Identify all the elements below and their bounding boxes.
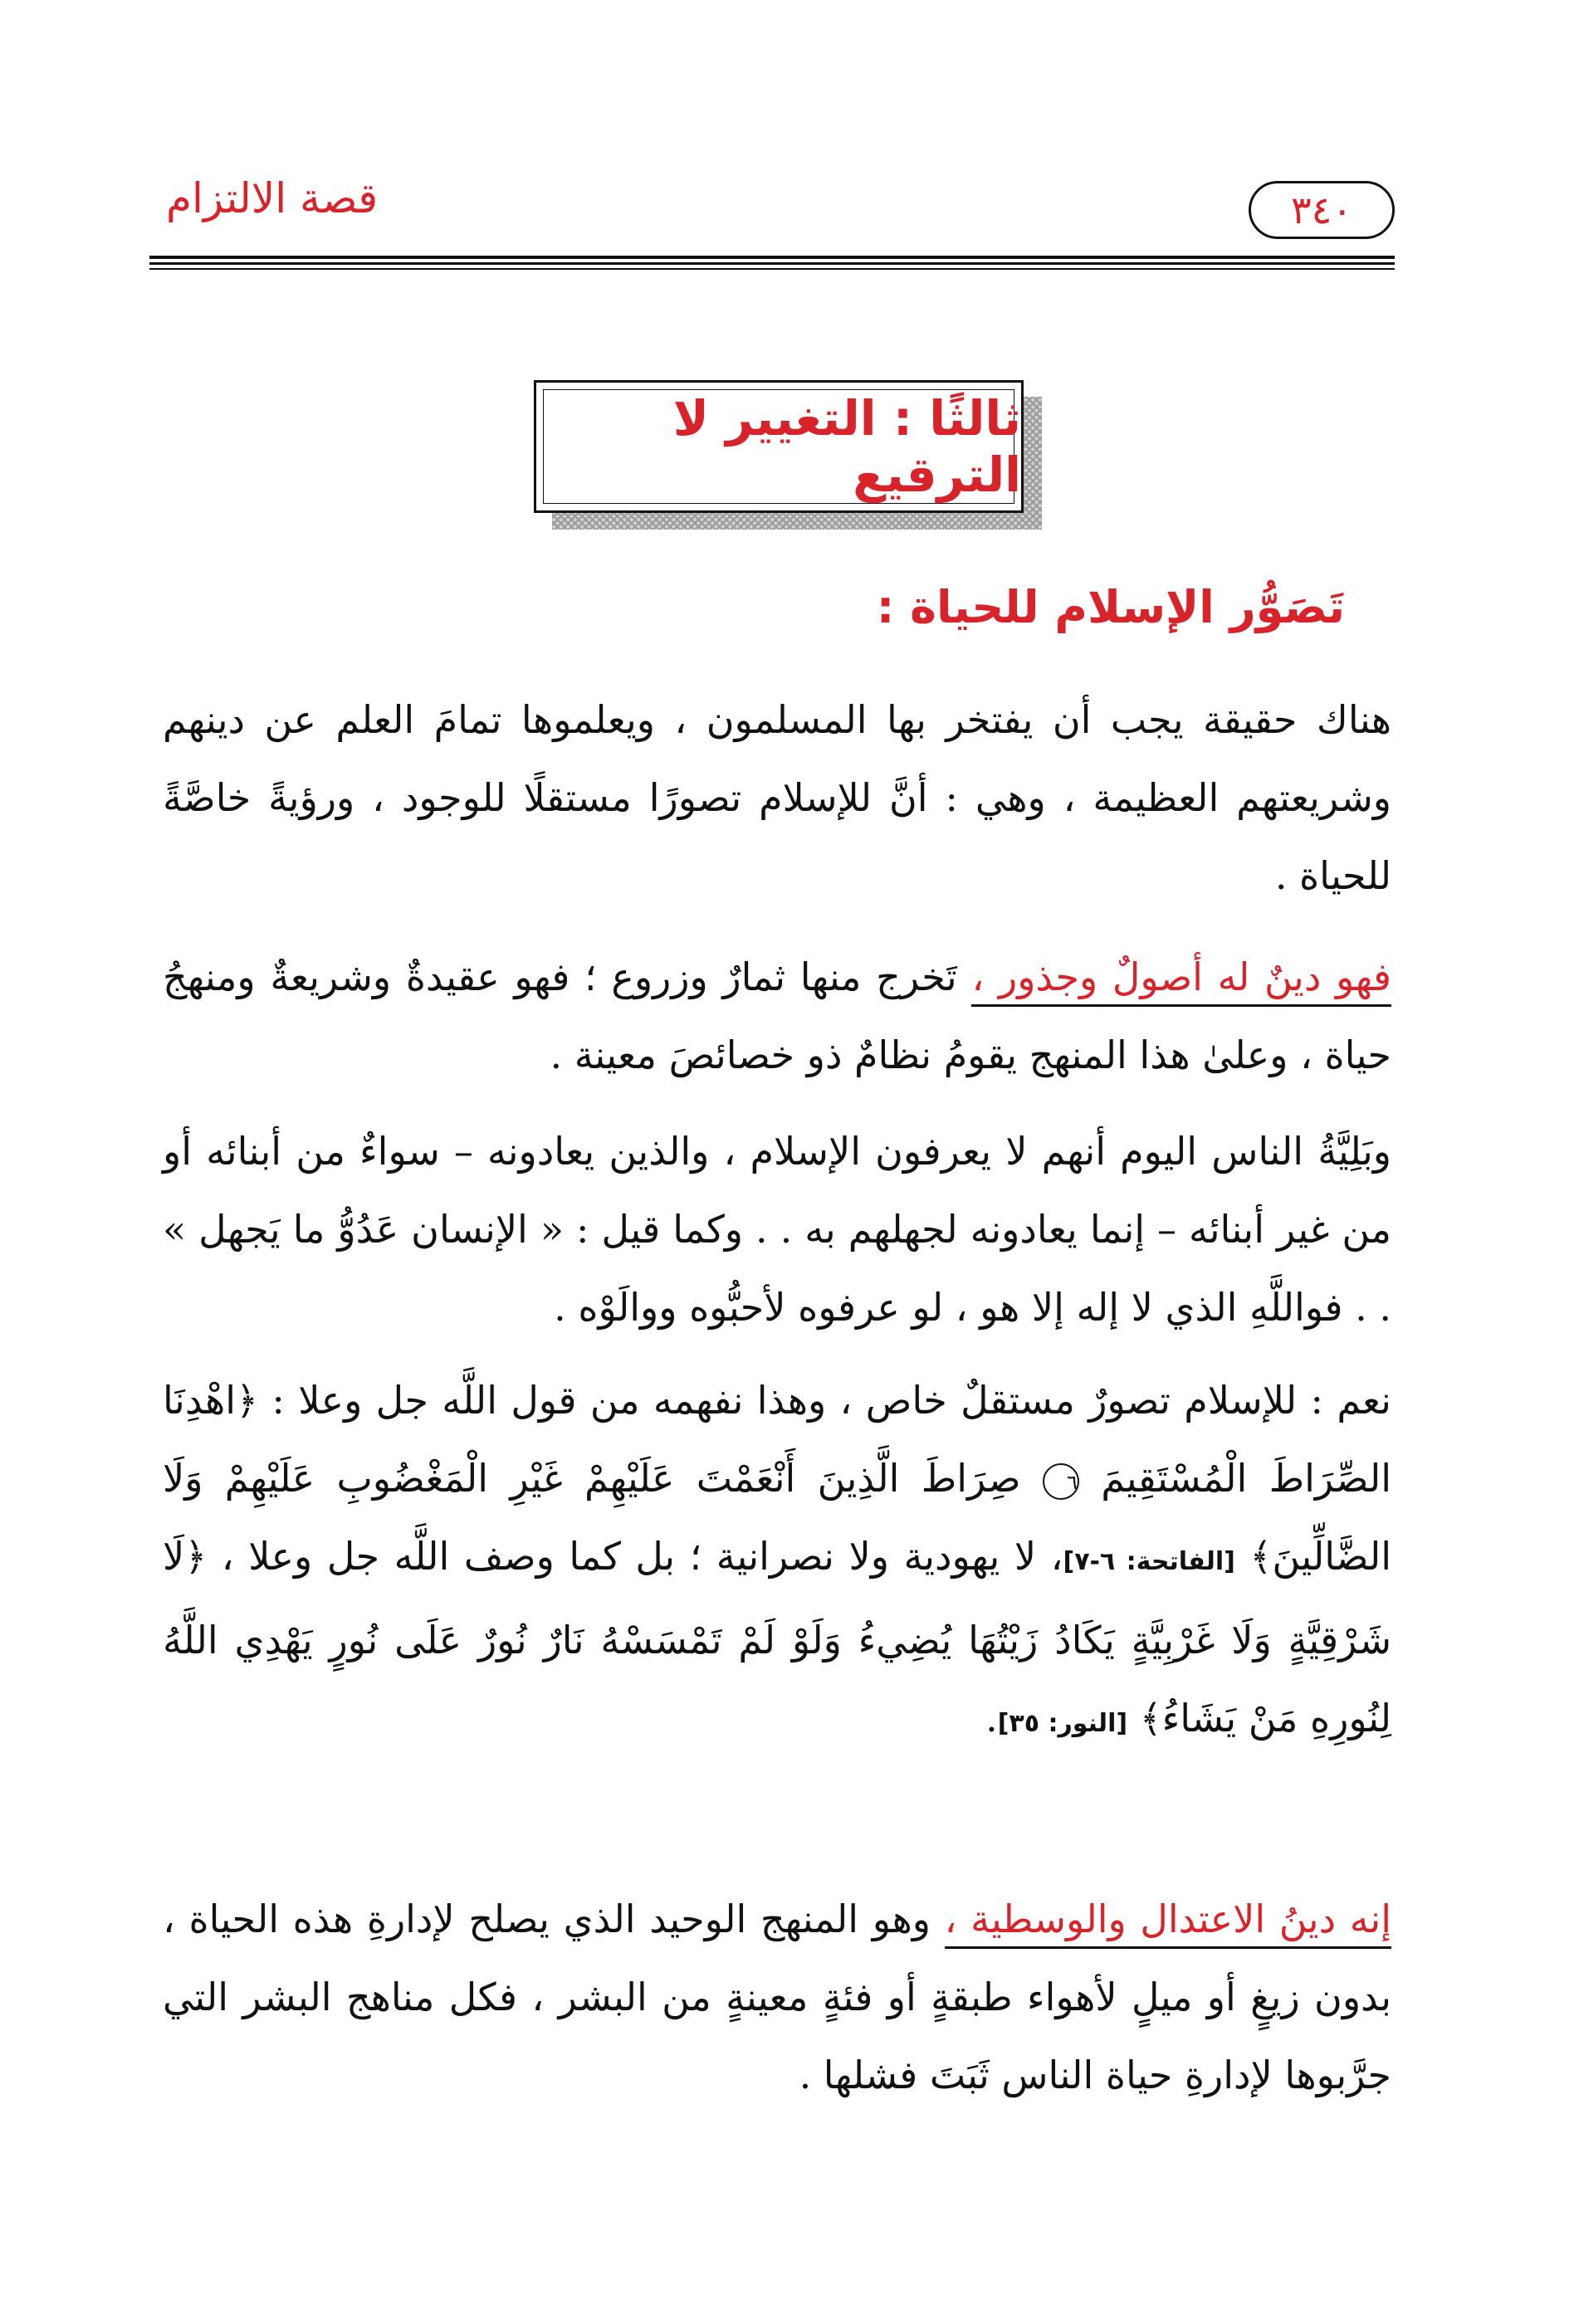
paragraph-text: ، لا يهودية ولا نصرانية ؛ بل كما وصف اللَّه جل وعلا ،	[207, 1534, 1063, 1579]
quran-verse: ﴿اهْدِنَا الصِّرَاطَ الْمُسْتَقِيمَ	[163, 1378, 1391, 1501]
paragraph-text: تَخرج منها ثمارٌ وزروع ؛ فهو عقيدةٌ وشريعةٌ ومنهجُ حياة ، وعلىٰ هذا المنهج يقومُ نظامٌ ذو خصائصَ معينة .	[163, 954, 1391, 1077]
book-title: قصة الالتزام	[166, 174, 379, 222]
highlighted-phrase: فهو دينٌ له أصولٌ وجذور ،	[971, 954, 1391, 1007]
verse-reference: [الفاتحة: ٦-٧]	[1063, 1547, 1235, 1576]
page-number: ٣٤٠	[1249, 181, 1395, 239]
page-header	[149, 158, 1395, 257]
paragraph-5	[163, 1880, 1391, 2114]
section-title: ثالثًا : التغيير لا الترقيع	[672, 390, 1021, 503]
header-rule	[149, 256, 1395, 259]
paragraph-2	[163, 938, 1391, 1094]
ayah-number-marker: ٦	[1043, 1463, 1079, 1500]
highlighted-phrase: إنه دينُ الاعتدال والوسطية ،	[945, 1897, 1391, 1949]
subheading: تَصَوُّر الإسلام للحياة :	[876, 581, 1345, 633]
paragraph-1: هناك حقيقة يجب أن يفتخر بها المسلمون ، ويعلموها تمامَ العلم عن دينهم وشريعتهم العظيمة ، وهي : أنَّ للإسلام تصورًا مستقلًا للوجود ، ورؤيةً خاصَّةً للحياة .	[163, 697, 1391, 898]
header-rule	[149, 262, 1395, 265]
paragraph-text: نعم : للإسلام تصورٌ مستقلٌ خاص ، وهذا نفهمه من قول اللَّه جل وعلا :	[257, 1378, 1391, 1423]
paragraph-text: .	[985, 1696, 998, 1741]
verse-reference: [النور: ٣٥]	[997, 1709, 1128, 1738]
quran-verse: صِرَاطَ الَّذِينَ أَنْعَمْتَ عَلَيْهِمْ غَيْرِ الْمَغْضُوبِ عَلَيْهِمْ وَلَا الضَّالِّينَ﴾	[163, 1456, 1391, 1579]
header-rule	[149, 268, 1395, 270]
paragraph-3: وبَلِيَّةُ الناس اليوم أنهم لا يعرفون الإسلام ، والذين يعادونه – سواءٌ من أبنائه أو من غير أبنائه – إنما يعادونه لجهلهم به . . وكما قيل : « الإنسان عَدُوُّ ما يَجهل » . . فواللَّهِ الذي لا إله إلا هو ، لو عرفوه لأحبُّوه ووالَوْه .	[163, 1129, 1391, 1330]
paragraph-4	[163, 1361, 1391, 1763]
quran-verse: ﴿لَا شَرْقِيَّةٍ وَلَا غَرْبِيَّةٍ يَكَادُ زَيْتُهَا يُضِيءُ وَلَوْ لَمْ تَمْسَسْهُ نَارٌ نُورٌ عَلَى نُورٍ يَهْدِي اللَّهُ لِنُورِهِ مَنْ يَشَاءُ﴾	[163, 1534, 1391, 1741]
paragraph-text: وهو المنهج الوحيد الذي يصلح لإدارةِ هذه الحياة ، بدون زيغٍ أو ميلٍ لأهواء طبقةٍ أو فئةٍ معينةٍ من البشر ، فكل مناهج البشر التي جرَّبوها لإدارةِ حياة الناس ثَبَتَ فشلها .	[163, 1897, 1391, 2097]
section-heading-box	[534, 380, 1024, 513]
